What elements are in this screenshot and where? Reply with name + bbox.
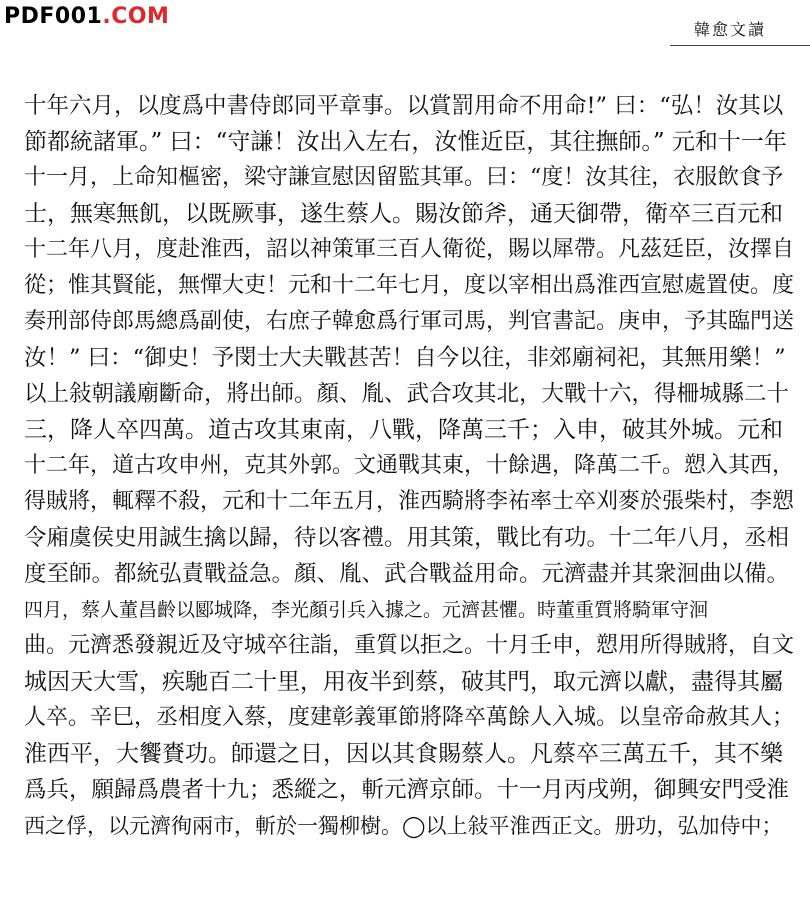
text-line: 得賊將，輒釋不殺，元和十二年五月，淮西騎將李祐率士卒刈麥於張柴村，李愬	[24, 489, 794, 514]
text-line: 四月，蔡人董昌齡以郾城降，李光顏引兵入據之。元濟甚懼。時董重質將騎軍守洄	[24, 599, 709, 621]
text-line: 士，無寒無飢，以既厥事，遂生蔡人。賜汝節斧，通天御帶，衛卒三百元和	[24, 201, 783, 227]
text-line: 人卒。辛巳，丞相度入蔡，度建彰義軍節將降卒萬餘人入城。以皇帝命赦其人；	[24, 705, 794, 730]
text-line: 曲。元濟悉發親近及守城卒往詣，重質以拒之。十月壬申，愬用所得賊將，自文	[24, 633, 794, 658]
text-line: 十二年八月，度赴淮西，詔以神策軍三百人衛從，賜以犀帶。凡茲廷臣，汝擇自	[24, 237, 794, 262]
text-line: 節都統諸軍。” 曰：“守謙！汝出入左右，汝惟近臣，其往撫師。” 元和十一年	[24, 129, 787, 155]
text-line: 十二年，道古攻申州，克其外郭。文通戰其東，十餘遇，降萬二千。愬入其西，	[24, 453, 794, 478]
watermark-suffix: .COM	[102, 4, 170, 29]
header-divider	[670, 45, 810, 46]
page-body-text	[24, 88, 794, 844]
text-line: 十一月，上命知樞密，梁守謙宣慰因留監其軍。曰：“度！汝其往，衣服飲食予	[24, 165, 784, 190]
text-line: 令廂虞侯史用誠生擒以歸，待以客禮。用其策，戰比有功。十二年八月，丞相	[24, 525, 790, 551]
text-line: 從；惟其賢能，無憚大吏！元和十二年七月，度以宰相出爲淮西宣慰處置使。度	[24, 273, 794, 298]
text-line: 西之俘，以元濟徇兩市，斬於一獨柳樹。◯以上敍平淮西正文。册功，弘加侍中；	[24, 814, 783, 838]
running-header-title: 韓愈文讀	[693, 20, 766, 39]
text-line: 十年六月，以度爲中書侍郎同平章事。以賞罰用命不用命!” 曰：“弘！汝其以	[24, 93, 784, 119]
text-line: 淮西平，大饗賚功。師還之日，因以其食賜蔡人。凡蔡卒三萬五千，其不樂	[24, 741, 783, 767]
watermark-logo	[4, 4, 169, 30]
text-line: 奏刑部侍郎馬總爲副使，右庶子韓愈爲行軍司馬，判官書記。庚申，予其臨門送	[24, 309, 794, 334]
text-line: 城因天大雪，疾馳百二十里，用夜半到蔡，破其門，取元濟以獻，盡得其屬	[24, 669, 783, 695]
text-line: 度至師。都統弘責戰益急。顏、胤、武合戰益用命。元濟盡并其衆洄曲以備。	[24, 561, 790, 587]
text-line: 以上敍朝議廟斷命，將出師。顏、胤、武合攻其北，大戰十六，得柵城縣二十	[24, 381, 790, 407]
text-line: 汝！” 曰：“御史！予閔士大夫戰甚苦！自今以往，非郊廟祠祀，其無用樂！”	[24, 345, 786, 371]
text-line: 三，降人卒四萬。道古攻其東南，八戰，降萬三千；入申，破其外城。元和	[24, 417, 783, 443]
text-line: 爲兵，願歸爲農者十九；悉縱之，斬元濟京師。十一月丙戌朔，御興安門受淮	[24, 777, 790, 803]
watermark-prefix: PDF001	[4, 4, 103, 29]
